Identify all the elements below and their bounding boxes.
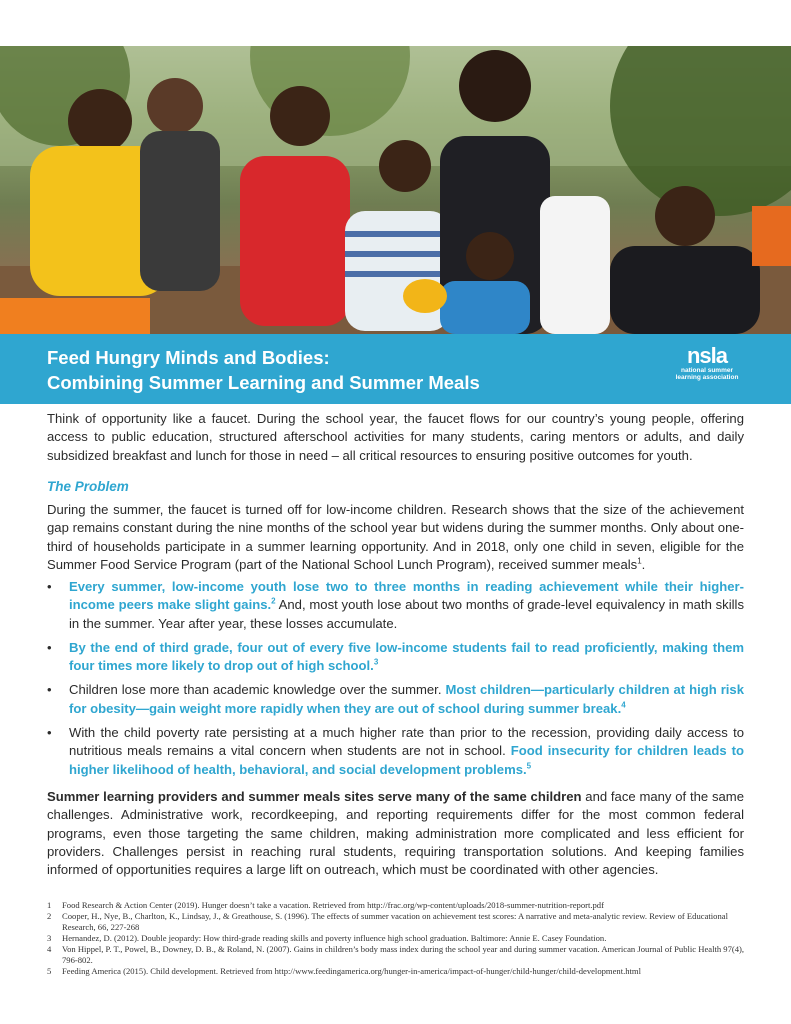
- page-title-line1: Feed Hungry Minds and Bodies:: [47, 347, 330, 368]
- logo-mark: nsla: [686, 343, 728, 368]
- page-title-line2: Combining Summer Learning and Summer Meals: [47, 372, 480, 393]
- footnote-item: [47, 911, 747, 933]
- closing-bold-lead: Summer learning providers and summer meals sites serve many of the same children: [47, 789, 582, 804]
- footnote-item: [47, 933, 747, 944]
- list-item: [47, 639, 744, 676]
- footnote-number: 2: [47, 911, 52, 921]
- problem-paragraph: [47, 501, 744, 574]
- footnote-text: Food Research & Action Center (2019). Hunger doesn’t take a vacation. Retrieved from http://frac.org/wp-content/uploads/2018-summer-nutrition-report.pdf: [62, 900, 604, 910]
- bullet-highlight: Food insecurity for children leads to higher likelihood of health, behavioral, and social development problems.: [69, 743, 744, 777]
- bullet-highlight: Most children—particularly children at high risk for obesity—gain weight more rapidly when they are out of school during summer break.: [69, 682, 744, 716]
- bullet-text-after: And, most youth lose about two months of grade-level equivalency in math skills in the summer. Year after year, these losses accumulate.: [69, 597, 745, 631]
- problem-paragraph-end: .: [641, 556, 646, 572]
- page-title: [47, 345, 480, 395]
- footnote-ref: 1: [637, 556, 642, 566]
- header-photo-illustration: [0, 46, 791, 334]
- footnotes: [47, 900, 747, 977]
- footnote-ref: 3: [373, 657, 379, 667]
- nsla-logo: [672, 345, 742, 381]
- closing-text: and face many of the same challenges. Administrative work, recordkeeping, and reporting requirements differ for the most common federal programs, even those targeting the same children, making administration more complicated and less efficient for providers. Challenges persist in reaching rural students, requiring transportation solutions. And keeping families informed of opportunities requires a large lift on outreach, which must be coordinated with other agencies.: [47, 789, 744, 878]
- section-heading-problem: The Problem: [47, 479, 129, 494]
- logo-text-line1: national summer: [680, 367, 733, 374]
- footnote-ref: 5: [526, 761, 532, 771]
- footnote-number: 5: [47, 966, 52, 976]
- bullet-icon: •: [47, 579, 52, 594]
- footnote-ref: 4: [621, 700, 626, 710]
- footnote-number: 1: [47, 900, 52, 910]
- bullet-icon: •: [47, 639, 52, 655]
- bullet-icon: •: [47, 682, 52, 698]
- footnote-text: Feeding America (2015). Child development. Retrieved from http://www.feedingamerica.org/hunger-in-america/impact-of-hunger/child-hunger/child-development.html: [62, 966, 642, 976]
- bullet-text: Children lose more than academic knowledge over the summer.: [69, 682, 446, 698]
- bullet-highlight: Every summer, low-income youth lose two to three months in reading achievement while their higher-income peers make slight gains.: [69, 579, 744, 613]
- footnote-ref: 2: [271, 596, 276, 606]
- footnote-number: 3: [47, 933, 52, 943]
- bullet-text: With the child poverty rate persisting at a much higher rate than prior to the recession, providing daily access to nutritious meals remains a vital concern when students are not in school.: [69, 725, 744, 759]
- footnote-item: [47, 944, 747, 966]
- list-item: [47, 578, 744, 633]
- header-photo: [0, 46, 791, 334]
- problem-paragraph-text: During the summer, the faucet is turned off for low-income children. Research shows that the size of the achievement gap remains constant during the nine months of the school year but widens during the summer months. Only about one-third of households participate in a summer learning opportunity. And in 2018, only one child in seven, eligible for the Summer Food Service Program (part of the National School Lunch Program), received summer meals: [47, 502, 744, 572]
- footnote-item: [47, 966, 747, 977]
- footnote-text: Hernandez, D. (2012). Double jeopardy: How third-grade reading skills and poverty influence high school graduation. Baltimore: Annie E. Casey Foundation.: [62, 933, 607, 943]
- footnote-text: Von Hippel, P. T., Powel, B., Downey, D. B., & Roland, N. (2007). Gains in children’s body mass index during the school year and during summer vacation. American Journal of Public Health 97(4), 796-802.: [62, 944, 745, 965]
- footnote-number: 4: [47, 944, 52, 954]
- list-item: [47, 681, 744, 718]
- bullet-icon: •: [47, 725, 52, 741]
- bullet-highlight: By the end of third grade, four out of every five low-income students fail to read proficiently, making them four times more likely to drop out of high school.: [69, 639, 744, 674]
- footnote-item: [47, 900, 747, 911]
- logo-text-line2: learning association: [675, 374, 739, 381]
- footnote-text: Cooper, H., Nye, B., Charlton, K., Lindsay, J., & Greathouse, S. (1996). The effects of summer vacation on achievement test scores: A narrative and meta-analytic review. Review of Educational Research, 66, 227-268: [62, 911, 728, 932]
- problem-bullet-list: [47, 578, 744, 785]
- intro-paragraph: Think of opportunity like a faucet. During the school year, the faucet flows for our country’s young people, offering access to public education, structured afterschool activities for many students, caring mentors or adults, and daily subsidized breakfast and lunch for those in need – all critical resources to ensuring positive outcomes for youth.: [47, 411, 744, 463]
- closing-paragraph: [47, 788, 744, 879]
- list-item: [47, 724, 744, 779]
